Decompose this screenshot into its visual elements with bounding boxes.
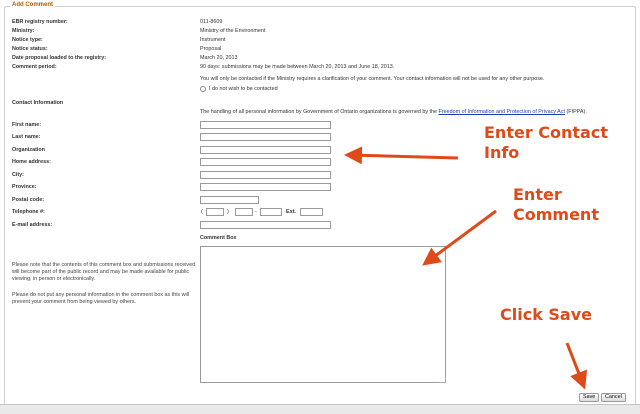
province-input[interactable] (200, 183, 331, 191)
telephone-label: Telephone #: (12, 209, 45, 215)
home-address-label: Home address: (12, 159, 51, 165)
phone-ext-label: Ext. (286, 209, 296, 215)
ebr-number-value: 011-8609 (200, 19, 223, 25)
notice-type-label: Notice type: (12, 37, 43, 43)
city-label: City: (12, 172, 24, 178)
ministry-label: Ministry: (12, 28, 35, 34)
postal-code-label: Postal code: (12, 197, 45, 203)
postal-code-input[interactable] (200, 196, 259, 204)
city-input[interactable] (200, 171, 331, 179)
comment-period-label: Comment period: (12, 64, 57, 70)
resize-handle-icon[interactable] (439, 376, 446, 383)
phone-dash: - (255, 209, 257, 215)
phone-prefix-input[interactable] (235, 208, 253, 216)
organization-input[interactable] (200, 146, 331, 154)
first-name-input[interactable] (200, 121, 331, 129)
cancel-button[interactable]: Cancel (601, 393, 626, 402)
organization-label: Organization (12, 147, 45, 153)
ebr-number-label: EBR registry number: (12, 19, 68, 25)
notice-type-value: Instrument (200, 37, 226, 43)
phone-line-input[interactable] (260, 208, 282, 216)
click-save-annotation: Click Save (500, 305, 593, 324)
email-label: E-mail address: (12, 222, 53, 228)
enter-contact-annotation: Enter Contact Info (484, 123, 608, 162)
public-record-note: Please note that the contents of this comment box and submissions received will become part of the public record and may be made available for public viewing, in person or electronically. (12, 262, 196, 283)
date-loaded-label: Date proposal loaded to the registry: (12, 55, 107, 61)
notice-status-label: Notice status: (12, 46, 48, 52)
fippa-link[interactable]: Freedom of Information and Protection of Privacy Act (438, 109, 565, 115)
ministry-value: Ministry of the Environment (200, 28, 266, 34)
privacy-statement: The handling of all personal information by Government of Ontario organizations is governed by the Freedom of Information and Protection of Privacy Act (FIPPA). (200, 109, 587, 115)
province-label: Province: (12, 184, 37, 190)
comment-box-label: Comment Box (200, 235, 237, 241)
section-legend: Add Comment (12, 2, 53, 8)
no-contact-label: I do not wish to be contacted (209, 86, 278, 92)
save-button[interactable]: Save (579, 393, 599, 402)
home-address-input[interactable] (200, 158, 331, 166)
email-input[interactable] (200, 221, 331, 229)
last-name-input[interactable] (200, 133, 331, 141)
comment-textarea[interactable] (200, 246, 446, 383)
area-code-input[interactable] (206, 208, 224, 216)
enter-comment-annotation: Enter Comment (513, 185, 599, 224)
phone-ext-input[interactable] (300, 208, 323, 216)
date-loaded-value: March 20, 2013 (200, 55, 238, 61)
comment-period-value: 90 days: submissions may be made between March 20, 2013 and June 18, 2013. (200, 64, 395, 70)
contact-info-heading: Contact Information (12, 100, 64, 106)
no-contact-checkbox[interactable] (200, 86, 206, 92)
first-name-label: First name: (12, 122, 42, 128)
phone-close-paren: ) (227, 209, 229, 215)
privacy-note: Please do not put any personal information in the comment box as this will prevent your comment from being viewed by others. (12, 292, 190, 306)
last-name-label: Last name: (12, 134, 41, 140)
phone-open-paren: ( (201, 209, 203, 215)
contact-note: You will only be contacted if the Ministry requires a clarification of your comment. Your contact information will not be used for any other purpose. (200, 76, 545, 82)
notice-status-value: Proposal (200, 46, 222, 52)
